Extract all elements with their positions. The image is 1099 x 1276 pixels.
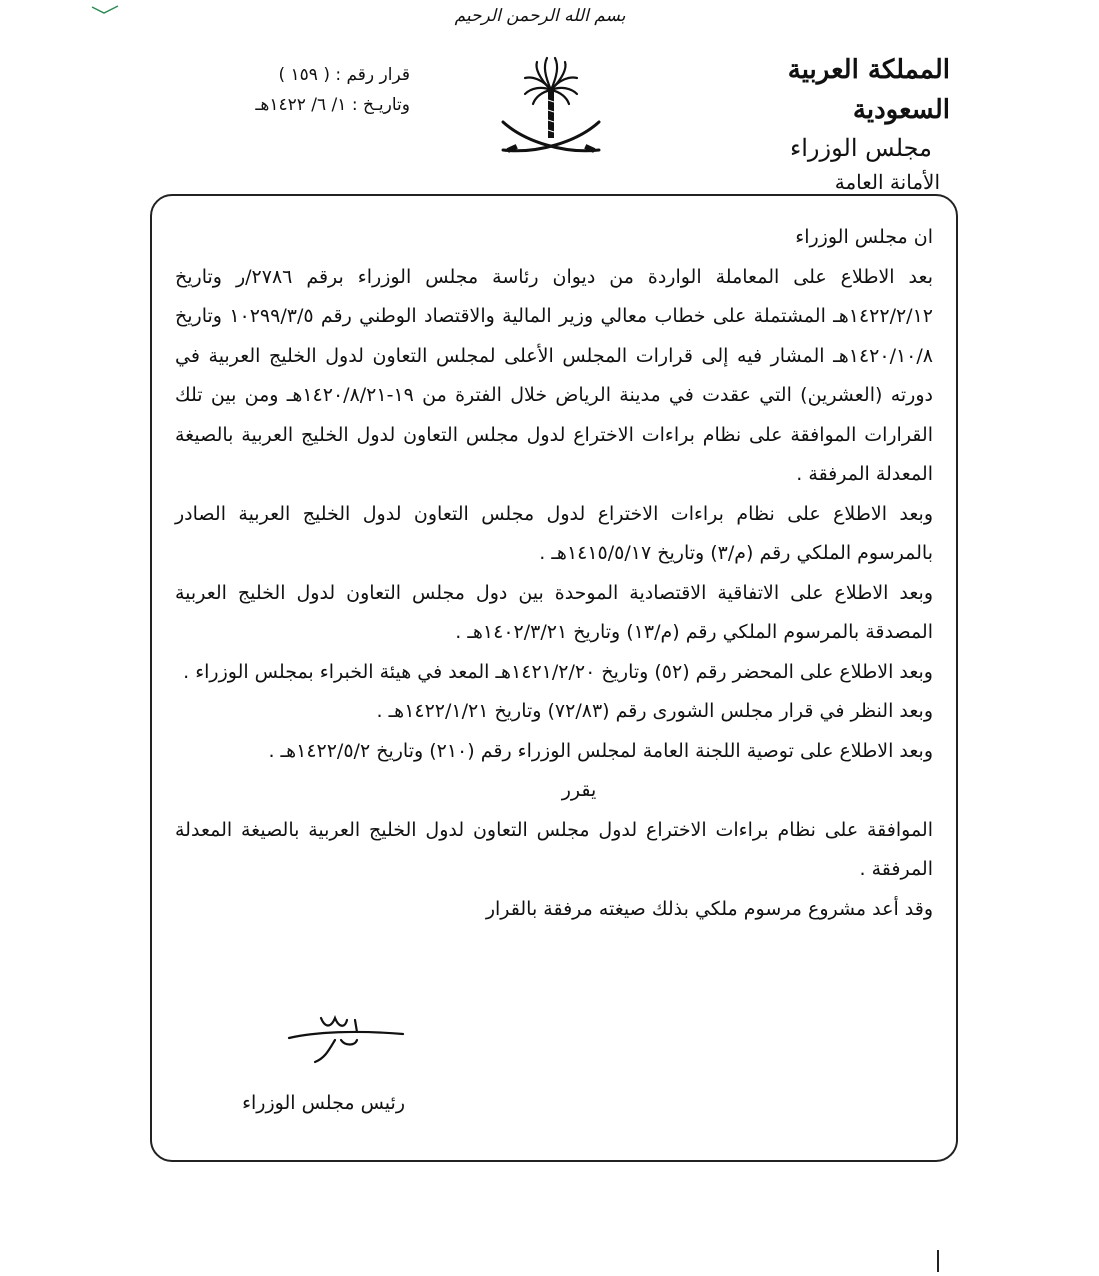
recital-paragraph: وبعد الاطلاع على الاتفاقية الاقتصادية الموحدة بين دول مجلس التعاون لدول الخليج العربية المصدقة بالمرسوم الملكي رقم (م/١٣) وتاريخ ١٤٠٢/٣/٢١هـ . bbox=[175, 581, 933, 643]
recital-paragraph: وبعد الاطلاع على توصية اللجنة العامة لمجلس الوزراء رقم (٢١٠) وتاريخ ١٤٢٢/٥/٢هـ . bbox=[268, 739, 933, 762]
issuing-organization bbox=[690, 50, 950, 198]
kingdom-name: المملكة العربية السعودية bbox=[787, 55, 950, 125]
signatory-title: رئيس مجلس الوزراء bbox=[242, 1092, 405, 1114]
recital-paragraph: وبعد الاطلاع على نظام براءات الاختراع لدول مجلس التعاون لدول الخليج العربية الصادر بالمرسوم الملكي رقم (م/٣) وتاريخ ١٤١٥/٥/١٧هـ . bbox=[175, 502, 933, 564]
resolution-text: الموافقة على نظام براءات الاختراع لدول مجلس التعاون لدول الخليج العربية بالصيغة المعدلة المرفقة . bbox=[175, 818, 933, 880]
decision-body bbox=[175, 218, 933, 929]
recital-paragraph: وبعد الاطلاع على المحضر رقم (٥٢) وتاريخ ١٤٢١/٢/٢٠هـ المعد في هيئة الخبراء بمجلس الوزراء . bbox=[183, 660, 933, 683]
decision-date: وتاريـخ : ١/ ٦/ ١٤٢٢هـ bbox=[255, 95, 410, 115]
opening-line: ان مجلس الوزراء bbox=[795, 226, 933, 248]
handwritten-signature bbox=[285, 1010, 425, 1070]
basmala: بسم الله الرحمن الرحيم bbox=[454, 6, 626, 26]
decision-reference bbox=[150, 60, 410, 120]
corner-mark bbox=[90, 0, 120, 10]
saudi-emblem-icon bbox=[495, 50, 607, 170]
page-edge-mark bbox=[934, 1248, 942, 1272]
recital-paragraph: بعد الاطلاع على المعاملة الواردة من ديوان رئاسة مجلس الوزراء برقم ٢٧٨٦/ر وتاريخ ١٤٢٢/٢/١٢هـ المشتملة على خطاب معالي وزير المالية والاقتصاد الوطني رقم ١٠٢٩٩/٣/٥ وتاريخ ١٤٢٠/١٠/٨هـ المشار فيه إلى قرارات المجلس الأعلى لمجلس التعاون لدول الخليج العربية في دورته (العشرين) التي عقدت في مدينة الرياض خلال الفترة من ١٩-١٤٢٠/٨/٢١هـ ومن بين تلك القرارات الموافقة على نظام براءات الاختراع لدول مجلس التعاون لدول الخليج العربية بالصيغة المعدلة المرفقة . bbox=[175, 265, 933, 485]
decision-number: قرار رقم : ( ١٥٩ ) bbox=[278, 65, 410, 85]
recital-paragraph: وبعد النظر في قرار مجلس الشورى رقم (٧٢/٨٣) وتاريخ ١٤٢٢/١/٢١هـ . bbox=[376, 700, 933, 722]
preparation-note: وقد أعد مشروع مرسوم ملكي بذلك صيغته مرفقة بالقرار bbox=[485, 897, 933, 920]
decides-heading: يقرر bbox=[561, 779, 597, 801]
council-name: مجلس الوزراء bbox=[789, 134, 932, 162]
secretariat-name: الأمانة العامة bbox=[834, 170, 940, 194]
